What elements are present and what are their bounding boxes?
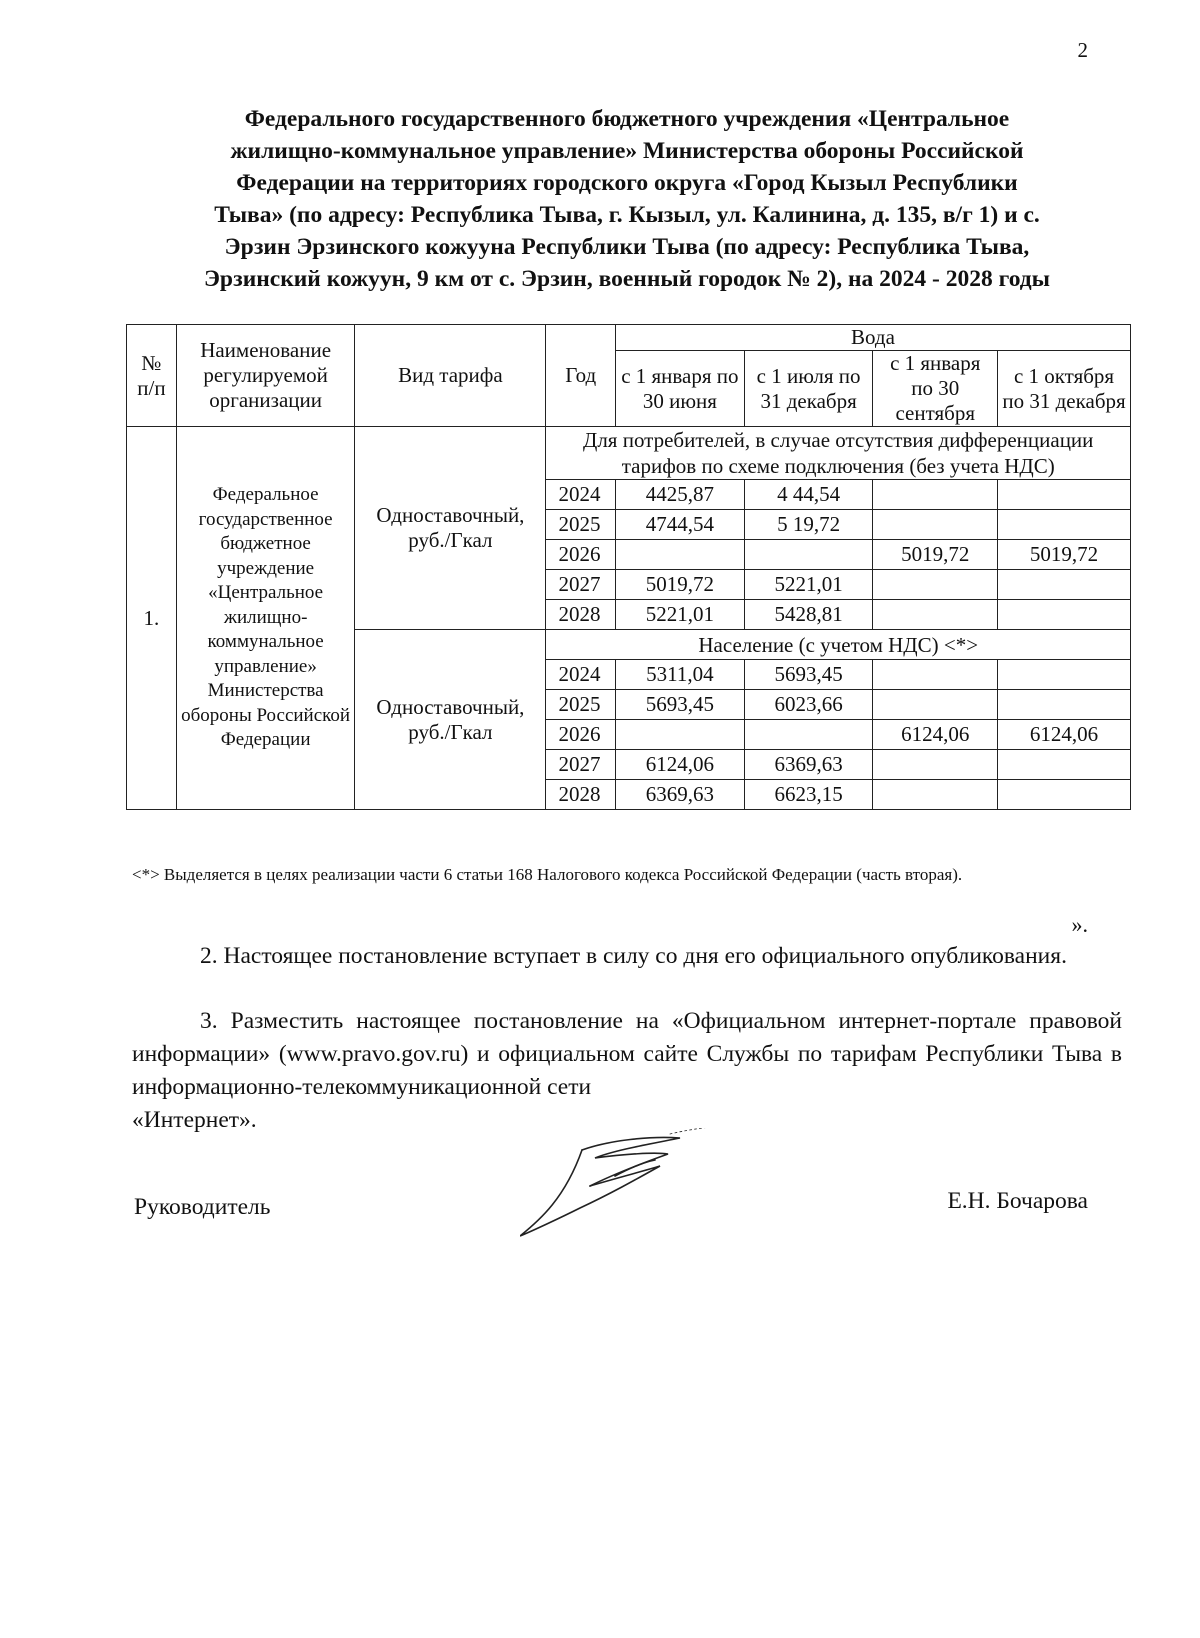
value-cell — [873, 480, 998, 510]
value-cell — [744, 720, 873, 750]
header-period-1: с 1 января по 30 июня — [616, 351, 745, 427]
header-period-4: с 1 октября по 31 декабря — [998, 351, 1131, 427]
year-cell: 2026 — [546, 540, 616, 570]
signature-image — [520, 1128, 740, 1238]
value-cell: 6124,06 — [873, 720, 998, 750]
tariff-type-cell: Одноставочный, руб./Гкал — [355, 427, 546, 630]
value-cell: 5019,72 — [998, 540, 1131, 570]
value-cell: 5693,45 — [616, 690, 745, 720]
header-org: Наименование регулируемой организации — [176, 325, 355, 427]
value-cell: 5311,04 — [616, 660, 745, 690]
value-cell — [616, 720, 745, 750]
value-cell: 5428,81 — [744, 600, 873, 630]
header-period-3: с 1 января по 30 сентября — [873, 351, 998, 427]
value-cell — [616, 540, 745, 570]
section-title: Для потребителей, в случае отсутствия дифференциации тарифов по схеме подключения (без учета НДС) — [546, 427, 1131, 480]
footnote: <*> Выделяется в целях реализации части 6 статьи 168 Налогового кодекса Российской Федерации (часть вторая). — [132, 865, 963, 884]
value-cell — [873, 660, 998, 690]
value-cell — [873, 780, 998, 810]
header-year: Год — [546, 325, 616, 427]
document-heading — [132, 103, 1122, 295]
year-cell: 2027 — [546, 750, 616, 780]
heading-line: Федерального государственного бюджетного учреждения «Центральное — [244, 106, 1010, 132]
paragraph-3-end: «Интернет». — [132, 1107, 257, 1133]
organization-name: Федеральное государственное бюджетное учреждение «Центральное жилищно-коммунальное управление» Министерства обороны Российской Федерации — [176, 427, 355, 810]
heading-line: Тыва» (по адресу: Республика Тыва, г. Кызыл, ул. Калинина, д. 135, в/г 1) и с. — [214, 202, 1040, 228]
year-cell: 2028 — [546, 780, 616, 810]
year-cell: 2025 — [546, 690, 616, 720]
paragraph-3-text: 3. Разместить настоящее постановление на «Официальном интернет-портале правовой информации» (www.pravo.gov.ru) и официальном сайте Службы по тарифам Республики Тыва в информационно-телекоммуникационной сети — [132, 1008, 1122, 1100]
tariff-type-cell: Одноставочный, руб./Гкал — [355, 630, 546, 810]
value-cell — [873, 510, 998, 540]
value-cell: 4425,87 — [616, 480, 745, 510]
value-cell: 6369,63 — [616, 780, 745, 810]
signatory-title: Руководитель — [134, 1194, 271, 1220]
value-cell: 4744,54 — [616, 510, 745, 540]
value-cell — [744, 540, 873, 570]
value-cell: 6023,66 — [744, 690, 873, 720]
value-cell: 6369,63 — [744, 750, 873, 780]
heading-line: Эрзинский кожуун, 9 км от с. Эрзин, военный городок № 2), на 2024 - 2028 годы — [203, 266, 1051, 292]
header-num: № п/п — [127, 325, 177, 427]
page-number: 2 — [1077, 38, 1088, 62]
tariff-table — [126, 324, 1131, 810]
section-title-row — [127, 427, 1131, 480]
heading-line: Федерации на территориях городского округа «Город Кызыл Республики — [236, 170, 1018, 196]
value-cell — [998, 660, 1131, 690]
value-cell — [998, 480, 1131, 510]
value-cell: 5221,01 — [744, 570, 873, 600]
value-cell — [998, 570, 1131, 600]
year-cell: 2025 — [546, 510, 616, 540]
closing-quote: ». — [1071, 912, 1088, 937]
paragraph-3 — [132, 1005, 1122, 1137]
year-cell: 2026 — [546, 720, 616, 750]
value-cell: 5693,45 — [744, 660, 873, 690]
value-cell — [873, 750, 998, 780]
signatory-name: Е.Н. Бочарова — [947, 1188, 1088, 1214]
value-cell — [998, 600, 1131, 630]
value-cell: 6124,06 — [616, 750, 745, 780]
year-cell: 2024 — [546, 660, 616, 690]
year-cell: 2028 — [546, 600, 616, 630]
header-row — [127, 325, 1131, 351]
value-cell — [998, 690, 1131, 720]
value-cell: 4 44,54 — [744, 480, 873, 510]
value-cell: 5019,72 — [873, 540, 998, 570]
value-cell: 6124,06 — [998, 720, 1131, 750]
value-cell: 5019,72 — [616, 570, 745, 600]
section-title: Население (с учетом НДС) <*> — [546, 630, 1131, 660]
header-period-2: с 1 июля по 31 декабря — [744, 351, 873, 427]
year-cell: 2027 — [546, 570, 616, 600]
value-cell — [998, 750, 1131, 780]
value-cell — [998, 510, 1131, 540]
heading-line: жилищно-коммунальное управление» Министерства обороны Российской — [230, 138, 1024, 164]
header-group-water: Вода — [616, 325, 1131, 351]
year-cell: 2024 — [546, 480, 616, 510]
value-cell: 5 19,72 — [744, 510, 873, 540]
value-cell: 6623,15 — [744, 780, 873, 810]
value-cell — [873, 570, 998, 600]
header-tariff-type: Вид тарифа — [355, 325, 546, 427]
paragraph-2: 2. Настоящее постановление вступает в силу со дня его официального опубликования. — [200, 943, 1067, 969]
value-cell — [873, 690, 998, 720]
value-cell — [873, 600, 998, 630]
heading-line: Эрзин Эрзинского кожууна Республики Тыва (по адресу: Республика Тыва, — [224, 234, 1030, 260]
value-cell: 5221,01 — [616, 600, 745, 630]
value-cell — [998, 780, 1131, 810]
row-number: 1. — [127, 427, 177, 810]
